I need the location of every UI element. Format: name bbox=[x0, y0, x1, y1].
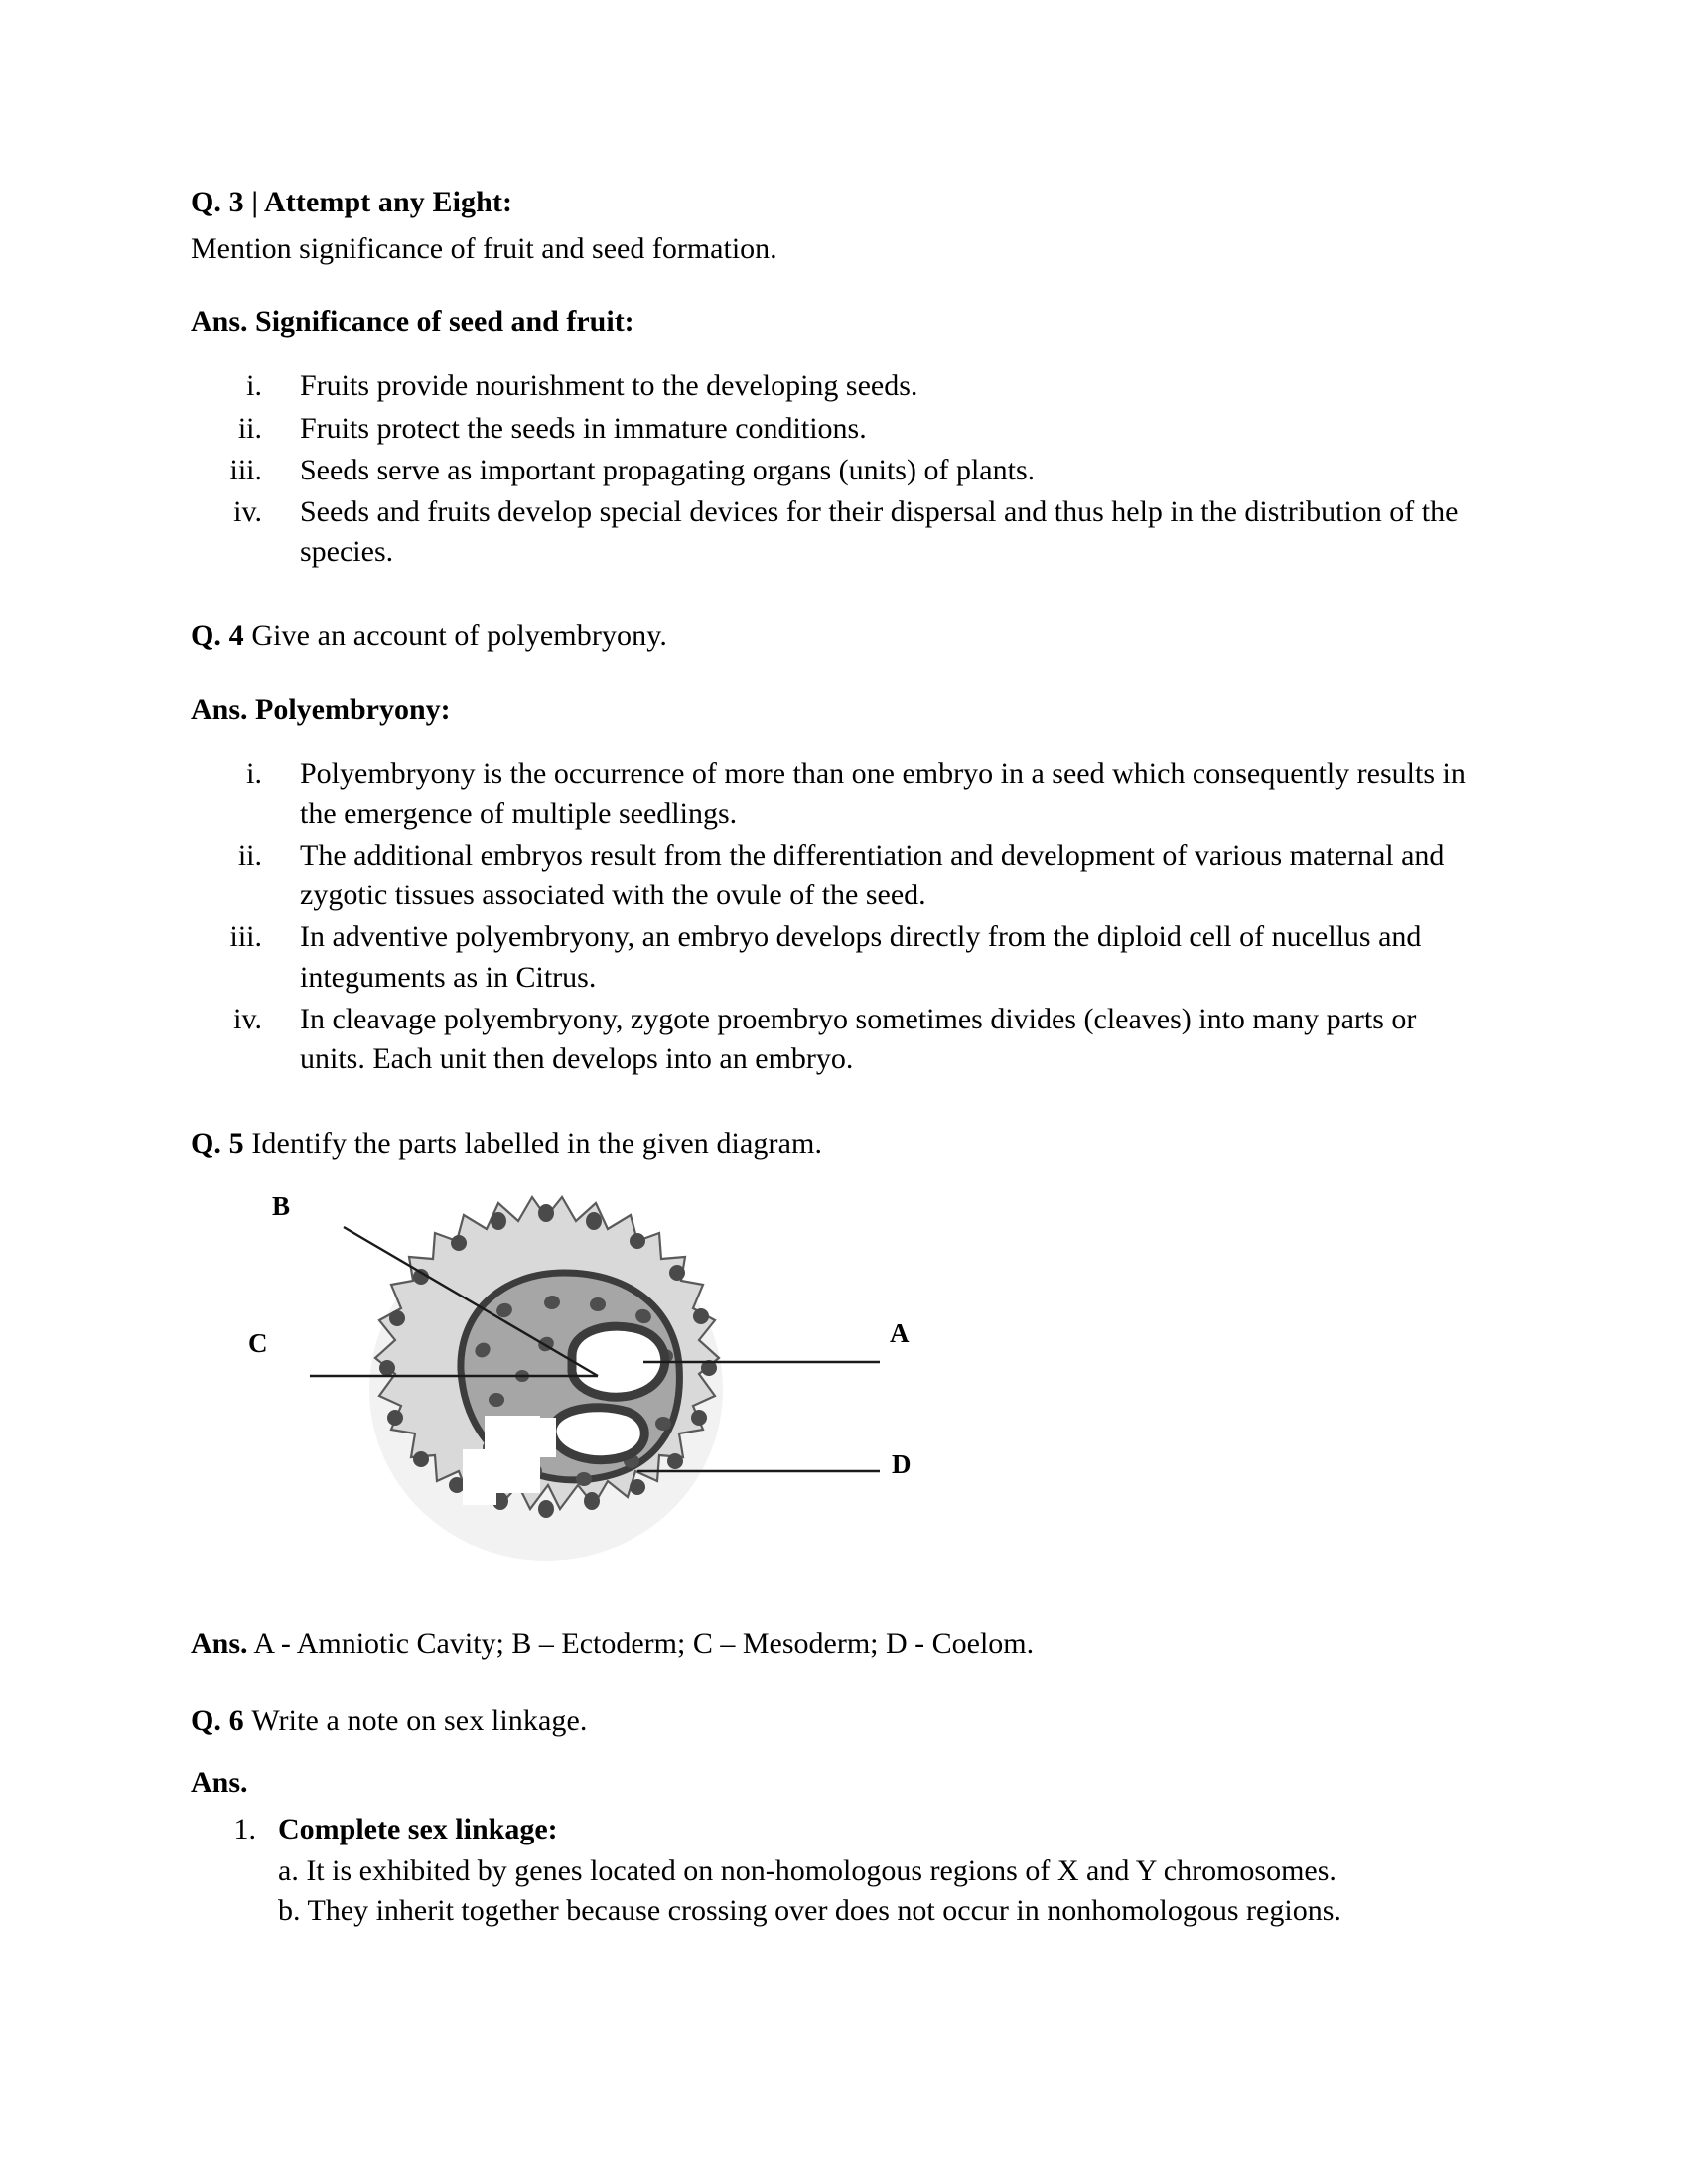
list-item-title: Complete sex linkage: bbox=[278, 1812, 558, 1845]
list-text: The additional embryos result from the differentiation and development of various maternal and zygotic tissues associated with the ovule of the seed. bbox=[300, 839, 1445, 912]
q5-heading bbox=[191, 1125, 1475, 1162]
list-item bbox=[191, 754, 1475, 834]
spacer bbox=[191, 664, 1475, 690]
list-marker: i. bbox=[246, 756, 262, 790]
figure-label-c: C bbox=[248, 1327, 268, 1358]
figure-label-b: B bbox=[272, 1190, 291, 1221]
q5-answer bbox=[191, 1624, 1475, 1664]
q3-answer-label: Ans. Significance of seed and fruit: bbox=[191, 305, 634, 339]
q3-number: Q. 3 | bbox=[191, 186, 264, 218]
embryo-cross-section-diagram bbox=[248, 1181, 943, 1598]
list-item bbox=[191, 492, 1475, 572]
list-item bbox=[191, 409, 1475, 449]
q4-answer-list bbox=[191, 754, 1475, 1080]
q4-answer-label: Ans. Polyembryony: bbox=[191, 692, 451, 726]
list-text: Fruits protect the seeds in immature conditions. bbox=[300, 411, 867, 445]
list-item bbox=[191, 917, 1475, 997]
q6-answer-lead: Ans. bbox=[191, 1765, 248, 1799]
list-text: Polyembryony is the occurrence of more than one embryo in a seed which consequently results in the emergence of multiple seedlings. bbox=[300, 756, 1466, 830]
q4-number: Q. 4 bbox=[191, 619, 252, 653]
list-item bbox=[191, 1000, 1475, 1079]
q4-question: Give an account of polyembryony. bbox=[251, 619, 667, 653]
list-marker: 1. bbox=[233, 1812, 256, 1845]
q5-number: Q. 5 bbox=[191, 1127, 252, 1160]
list-marker: ii. bbox=[237, 411, 262, 445]
q6-number: Q. 6 bbox=[191, 1705, 252, 1738]
figure-label-a: A bbox=[890, 1317, 910, 1348]
list-item-line-b: b. They inherit together because crossing over does not occur in nonhomologous regions. bbox=[278, 1893, 1341, 1927]
list-text: In adventive polyembryony, an embryo develops directly from the diploid cell of nucellus and integuments as in Citrus. bbox=[300, 920, 1422, 994]
list-text: Fruits provide nourishment to the developing seeds. bbox=[300, 369, 918, 403]
list-item bbox=[191, 836, 1475, 915]
q5-answer-text: A - Amniotic Cavity; B – Ectoderm; C – Mesoderm; D - Coelom. bbox=[247, 1626, 1035, 1660]
q6-heading bbox=[191, 1703, 1475, 1740]
q5-answer-lead: Ans. bbox=[191, 1626, 248, 1660]
list-item bbox=[191, 1810, 1475, 1932]
list-marker: iii. bbox=[229, 920, 262, 954]
q3-answer-list bbox=[191, 366, 1475, 572]
list-marker: iv. bbox=[233, 494, 262, 528]
figure-label-d: D bbox=[892, 1448, 912, 1479]
q3-title: Attempt any Eight: bbox=[264, 186, 513, 218]
list-marker: iii. bbox=[229, 453, 262, 486]
q5-question: Identify the parts labelled in the given diagram. bbox=[251, 1127, 823, 1160]
q3-question: Mention significance of fruit and seed formation. bbox=[191, 232, 777, 266]
list-marker: iv. bbox=[233, 1002, 262, 1035]
q4-heading bbox=[191, 617, 1475, 655]
lower-cavity bbox=[552, 1407, 644, 1459]
q6-question: Write a note on sex linkage. bbox=[251, 1705, 588, 1738]
list-item bbox=[191, 366, 1475, 406]
list-text: Seeds serve as important propagating organs (units) of plants. bbox=[300, 453, 1036, 486]
embryo-diagram-svg bbox=[248, 1181, 943, 1598]
list-item bbox=[191, 451, 1475, 490]
q3-heading bbox=[191, 184, 1475, 221]
list-text: In cleavage polyembryony, zygote proembryo sometimes divides (cleaves) into many parts or units. Each unit then develops into an embryo. bbox=[300, 1002, 1417, 1076]
list-marker: ii. bbox=[237, 839, 262, 873]
list-text: Seeds and fruits develop special devices for their dispersal and thus help in the distribution of the species. bbox=[300, 494, 1459, 569]
list-marker: i. bbox=[246, 369, 262, 403]
list-item-line-a: a. It is exhibited by genes located on non-homologous regions of X and Y chromosomes. bbox=[278, 1853, 1336, 1887]
q6-answer-list bbox=[191, 1810, 1475, 1932]
